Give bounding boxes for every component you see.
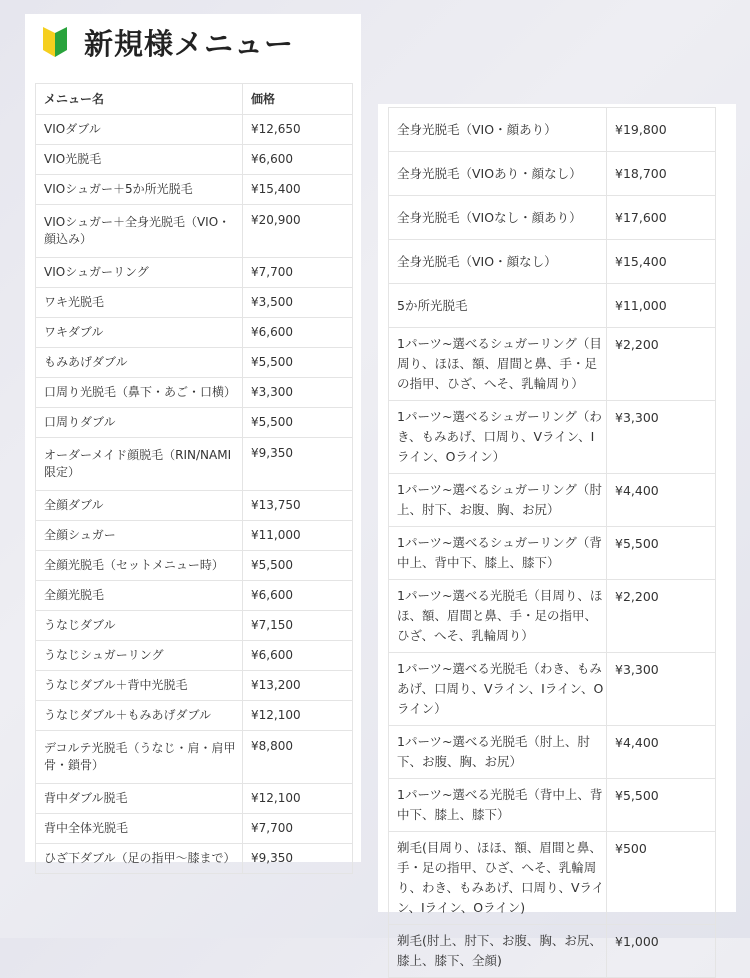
menu-name: ワキダブル <box>36 318 243 348</box>
menu-price: ¥6,600 <box>243 581 353 611</box>
menu-price: ¥11,000 <box>243 521 353 551</box>
menu-name: もみあげダブル <box>36 348 243 378</box>
menu-name: 口周りダブル <box>36 408 243 438</box>
menu-price: ¥12,100 <box>243 784 353 814</box>
menu-name: 5か所光脱毛 <box>389 284 607 328</box>
table-row <box>389 779 716 832</box>
menu-name: VIOダブル <box>36 115 243 145</box>
menu-price: ¥3,300 <box>607 401 716 474</box>
menu-name: 全顔光脱毛（セットメニュー時） <box>36 551 243 581</box>
menu-price: ¥5,500 <box>607 779 716 832</box>
menu-price: ¥17,600 <box>607 196 716 240</box>
menu-price: ¥15,400 <box>243 175 353 205</box>
menu-name: 剃毛(肘上、肘下、お腹、胸、お尻、膝上、膝下、全顔) <box>389 925 607 978</box>
menu-price: ¥1,000 <box>607 925 716 978</box>
menu-price: ¥500 <box>607 832 716 925</box>
table-row <box>389 474 716 527</box>
table-row <box>36 844 353 874</box>
menu-name: ワキ光脱毛 <box>36 288 243 318</box>
menu-name: 全身光脱毛（VIO・顔なし） <box>389 240 607 284</box>
table-row <box>36 551 353 581</box>
table-row <box>36 175 353 205</box>
table-row <box>389 240 716 284</box>
menu-name: VIOシュガーリング <box>36 258 243 288</box>
table-row <box>36 521 353 551</box>
menu-price: ¥3,500 <box>243 288 353 318</box>
menu-price: ¥12,100 <box>243 701 353 731</box>
column-header-price: 価格 <box>243 84 353 115</box>
menu-name: 全顔シュガー <box>36 521 243 551</box>
table-header-row <box>36 84 353 115</box>
table-row <box>36 641 353 671</box>
menu-name: うなじダブル＋もみあげダブル <box>36 701 243 731</box>
menu-price: ¥3,300 <box>607 653 716 726</box>
menu-price: ¥6,600 <box>243 641 353 671</box>
table-row <box>36 258 353 288</box>
menu-name: 1パーツ~選べるシュガーリング（肘上、肘下、お腹、胸、お尻） <box>389 474 607 527</box>
menu-name: 全身光脱毛（VIO・顔あり） <box>389 108 607 152</box>
beginner-mark-icon <box>40 26 70 58</box>
menu-price: ¥9,350 <box>243 438 353 491</box>
table-row <box>389 401 716 474</box>
table-row <box>36 784 353 814</box>
menu-price: ¥7,150 <box>243 611 353 641</box>
menu-price: ¥11,000 <box>607 284 716 328</box>
table-row <box>36 581 353 611</box>
menu-name: うなじダブル＋背中光脱毛 <box>36 671 243 701</box>
menu-price: ¥15,400 <box>607 240 716 284</box>
menu-price: ¥5,500 <box>243 551 353 581</box>
table-row <box>36 145 353 175</box>
table-row <box>36 611 353 641</box>
column-header-name: メニュー名 <box>36 84 243 115</box>
menu-name: 1パーツ~選べる光脱毛（わき、もみあげ、口周り、Vライン、Iライン、Oライン） <box>389 653 607 726</box>
menu-price: ¥13,200 <box>243 671 353 701</box>
menu-price: ¥5,500 <box>607 527 716 580</box>
menu-name: 1パーツ~選べるシュガーリング（わき、もみあげ、口周り、Vライン、Iライン、Oライン） <box>389 401 607 474</box>
table-row <box>389 284 716 328</box>
table-row <box>389 832 716 925</box>
menu-name: 口周り光脱毛（鼻下・あご・口横） <box>36 378 243 408</box>
menu-price: ¥5,500 <box>243 408 353 438</box>
menu-price: ¥20,900 <box>243 205 353 258</box>
menu-price: ¥19,800 <box>607 108 716 152</box>
table-row <box>36 814 353 844</box>
menu-price: ¥2,200 <box>607 328 716 401</box>
menu-price: ¥6,600 <box>243 145 353 175</box>
menu-name: 剃毛(目周り、ほほ、額、眉間と鼻、手・足の指甲、ひざ、へそ、乳輪周り、わき、もみあげ、口周り、Vライン、Iライン、Oライン) <box>389 832 607 925</box>
page-header <box>40 20 294 64</box>
menu-name: 1パーツ~選べるシュガーリング（目周り、ほほ、額、眉間と鼻、手・足の指甲、ひざ、へそ、乳輪周り） <box>389 328 607 401</box>
table-row <box>36 438 353 491</box>
menu-name: VIOシュガー＋全身光脱毛（VIO・顔込み） <box>36 205 243 258</box>
table-row <box>389 726 716 779</box>
table-row <box>36 288 353 318</box>
table-row <box>389 527 716 580</box>
menu-name: VIO光脱毛 <box>36 145 243 175</box>
table-row <box>389 653 716 726</box>
menu-price: ¥5,500 <box>243 348 353 378</box>
menu-price: ¥12,650 <box>243 115 353 145</box>
menu-price: ¥8,800 <box>243 731 353 784</box>
table-row <box>36 671 353 701</box>
menu-name: うなじシュガーリング <box>36 641 243 671</box>
table-row <box>36 701 353 731</box>
table-row <box>36 491 353 521</box>
table-row <box>389 152 716 196</box>
menu-name: 全顔光脱毛 <box>36 581 243 611</box>
table-row <box>36 348 353 378</box>
menu-table-right <box>388 107 716 978</box>
menu-name: うなじダブル <box>36 611 243 641</box>
menu-name: 背中ダブル脱毛 <box>36 784 243 814</box>
menu-price: ¥9,350 <box>243 844 353 874</box>
menu-name: VIOシュガー＋5か所光脱毛 <box>36 175 243 205</box>
table-row <box>36 205 353 258</box>
menu-name: 1パーツ~選べるシュガーリング（背中上、背中下、膝上、膝下） <box>389 527 607 580</box>
table-row <box>389 196 716 240</box>
menu-price: ¥3,300 <box>243 378 353 408</box>
menu-name: ひざ下ダブル（足の指甲〜膝まで） <box>36 844 243 874</box>
table-row <box>36 115 353 145</box>
menu-name: 1パーツ~選べる光脱毛（背中上、背中下、膝上、膝下） <box>389 779 607 832</box>
menu-name: 背中全体光脱毛 <box>36 814 243 844</box>
menu-price: ¥2,200 <box>607 580 716 653</box>
table-row <box>389 108 716 152</box>
menu-price: ¥18,700 <box>607 152 716 196</box>
table-row <box>389 580 716 653</box>
menu-name: 全身光脱毛（VIOなし・顔あり） <box>389 196 607 240</box>
menu-price: ¥6,600 <box>243 318 353 348</box>
menu-name: 1パーツ~選べる光脱毛（肘上、肘下、お腹、胸、お尻） <box>389 726 607 779</box>
menu-price: ¥4,400 <box>607 474 716 527</box>
menu-table-left <box>35 83 353 874</box>
table-row <box>36 378 353 408</box>
menu-price: ¥13,750 <box>243 491 353 521</box>
table-row <box>36 318 353 348</box>
menu-price: ¥7,700 <box>243 814 353 844</box>
menu-name: オーダーメイド顔脱毛（RIN/NAMI限定） <box>36 438 243 491</box>
menu-name: 全顔ダブル <box>36 491 243 521</box>
menu-price: ¥4,400 <box>607 726 716 779</box>
menu-name: 全身光脱毛（VIOあり・顔なし） <box>389 152 607 196</box>
table-row <box>389 328 716 401</box>
table-row <box>36 408 353 438</box>
table-row <box>389 925 716 978</box>
menu-name: デコルテ光脱毛（うなじ・肩・肩甲骨・鎖骨） <box>36 731 243 784</box>
menu-price: ¥7,700 <box>243 258 353 288</box>
page-title: 新規様メニュー <box>84 26 295 61</box>
table-row <box>36 731 353 784</box>
menu-name: 1パーツ~選べる光脱毛（目周り、ほほ、額、眉間と鼻、手・足の指甲、ひざ、へそ、乳輪周り） <box>389 580 607 653</box>
